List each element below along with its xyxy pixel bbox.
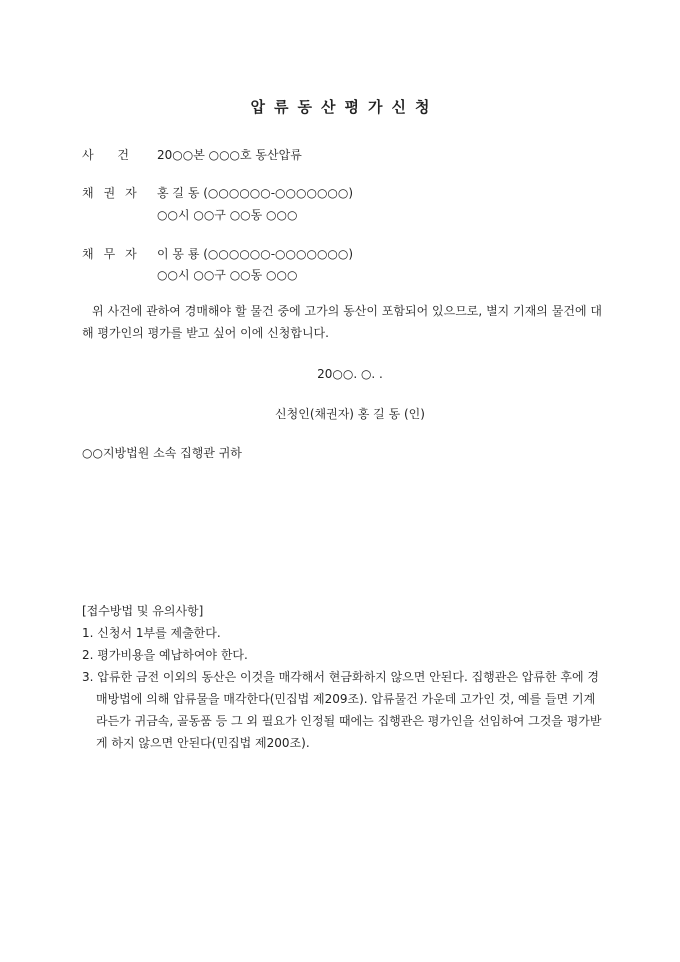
addressee: ○○지방법원 소속 집행관 귀하 xyxy=(82,446,242,460)
debtor-label: 채무자 xyxy=(82,247,147,261)
creditor-address: ○○시 ○○구 ○○동 ○○○ xyxy=(157,208,298,222)
filing-notes xyxy=(82,600,602,754)
note-item: 1. 신청서 1부를 제출한다. xyxy=(82,626,221,640)
note-item: 3. 압류한 금전 이외의 동산은 이것을 매각해서 현금화하지 않으면 안된다. 집행관은 압류한 후에 경매방법에 의해 압류물을 매각한다(민집법 제209조). 압류물건 가운데 고가인 것, 예를 들면 기계라든가 귀금속, 골동품 등 그 외 필요가 인정될 때에는 집행관은 평가인을 선임하여 그것을 평가받게 하지 않으면 안된다(민집법 제200조). xyxy=(82,670,602,750)
creditor-label: 채권자 xyxy=(82,186,147,200)
case-label: 사 건 xyxy=(82,148,139,162)
case-number: 20○○본 ○○○호 동산압류 xyxy=(157,148,302,162)
request-body: 위 사건에 관하여 경매해야 할 물건 중에 고가의 동산이 포함되어 있으므로, 별지 기재의 물건에 대해 평가인의 평가를 받고 싶어 이에 신청합니다. xyxy=(82,304,602,340)
document-title: 압류동산평가신청 xyxy=(250,98,439,116)
notes-heading: [접수방법 및 유의사항] xyxy=(82,604,204,618)
debtor-name: 이 몽 룡 (○○○○○○-○○○○○○○) xyxy=(157,247,354,261)
creditor-name: 홍 길 동 (○○○○○○-○○○○○○○) xyxy=(157,186,354,200)
applicant-signature: 신청인(채권자) 홍 길 동 (인) xyxy=(275,407,425,421)
debtor-address: ○○시 ○○구 ○○동 ○○○ xyxy=(157,268,298,282)
filing-date: 20○○. ○. . xyxy=(317,367,383,381)
note-item: 2. 평가비용을 예납하여야 한다. xyxy=(82,648,248,662)
